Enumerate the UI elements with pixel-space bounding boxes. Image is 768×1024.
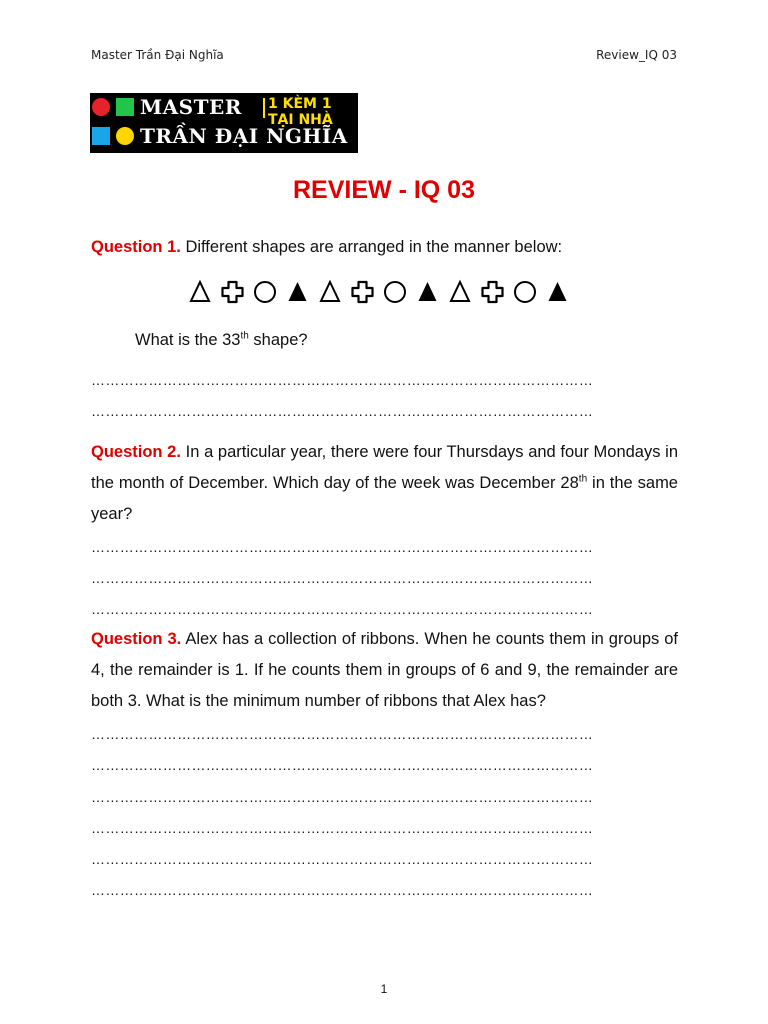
logo-green-square-icon xyxy=(116,98,134,116)
question-1-prompt-text-end: shape? xyxy=(248,331,308,349)
logo xyxy=(90,93,358,153)
question-1 xyxy=(91,232,678,263)
triangle-filled-shape xyxy=(289,282,307,301)
cross-outline-shape xyxy=(483,282,503,302)
circle-outline-shape xyxy=(255,282,275,302)
shape-sequence xyxy=(188,277,578,307)
circle-outline-shape xyxy=(385,282,405,302)
triangle-outline-shape xyxy=(191,282,209,301)
cross-outline-shape xyxy=(223,282,243,302)
triangle-filled-shape xyxy=(419,282,437,301)
answer-line[interactable]: …………………………………………………………………………………………… xyxy=(91,570,594,586)
question-2-text: In a particular year, there were four Thursdays and four Mondays in the month of December. Which day of the week was December 28 xyxy=(91,443,678,492)
triangle-outline-shape xyxy=(321,282,339,301)
answer-line[interactable]: …………………………………………………………………………………………… xyxy=(91,851,594,867)
answer-line[interactable]: …………………………………………………………………………………………… xyxy=(91,757,594,773)
answer-line[interactable]: …………………………………………………………………………………………… xyxy=(91,403,594,419)
answer-line[interactable]: …………………………………………………………………………………………… xyxy=(91,601,594,617)
answer-line[interactable]: …………………………………………………………………………………………… xyxy=(91,882,594,898)
page-number: 1 xyxy=(380,982,388,996)
question-3 xyxy=(91,624,678,717)
logo-tagline: 1 KÈM 1 TẠI NHÀ xyxy=(268,96,333,128)
logo-yellow-circle-icon xyxy=(116,127,134,145)
question-2 xyxy=(91,437,678,530)
question-3-label: Question 3. xyxy=(91,630,182,648)
cross-outline-shape xyxy=(353,282,373,302)
circle-outline-shape xyxy=(515,282,535,302)
logo-red-circle-icon xyxy=(92,98,110,116)
triangle-filled-shape xyxy=(549,282,567,301)
question-1-text: Different shapes are arranged in the manner below: xyxy=(180,238,563,256)
question-3-text: Alex has a collection of ribbons. When he counts them in groups of 4, the remainder is 1. If he counts them in groups of 6 and 9, the remainder are both 3. What is the minimum number of ribbons that Alex has? xyxy=(91,630,678,710)
logo-blue-square-icon xyxy=(92,127,110,145)
answer-line[interactable]: …………………………………………………………………………………………… xyxy=(91,372,594,388)
logo-line1: MASTER xyxy=(140,95,242,119)
answer-line[interactable]: …………………………………………………………………………………………… xyxy=(91,820,594,836)
question-1-prompt xyxy=(135,331,308,350)
question-1-prompt-sup: th xyxy=(240,330,249,342)
question-2-sup: th xyxy=(578,473,588,485)
answer-line[interactable]: …………………………………………………………………………………………… xyxy=(91,789,594,805)
question-2-text-end: in the same year? xyxy=(91,474,678,523)
question-2-label: Question 2. xyxy=(91,443,181,461)
triangle-outline-shape xyxy=(451,282,469,301)
header-left-text: Master Trần Đại Nghĩa xyxy=(91,48,224,62)
page-title: REVIEW - IQ 03 xyxy=(293,176,475,204)
answer-line[interactable]: …………………………………………………………………………………………… xyxy=(91,726,594,742)
question-1-prompt-text: What is the 33 xyxy=(135,331,241,349)
header-right-text: Review_IQ 03 xyxy=(596,48,677,62)
answer-line[interactable]: …………………………………………………………………………………………… xyxy=(91,539,594,555)
question-1-label: Question 1. xyxy=(91,238,181,256)
logo-divider xyxy=(263,98,265,118)
logo-line2: TRẦN ĐẠI NGHĨA xyxy=(140,124,348,148)
